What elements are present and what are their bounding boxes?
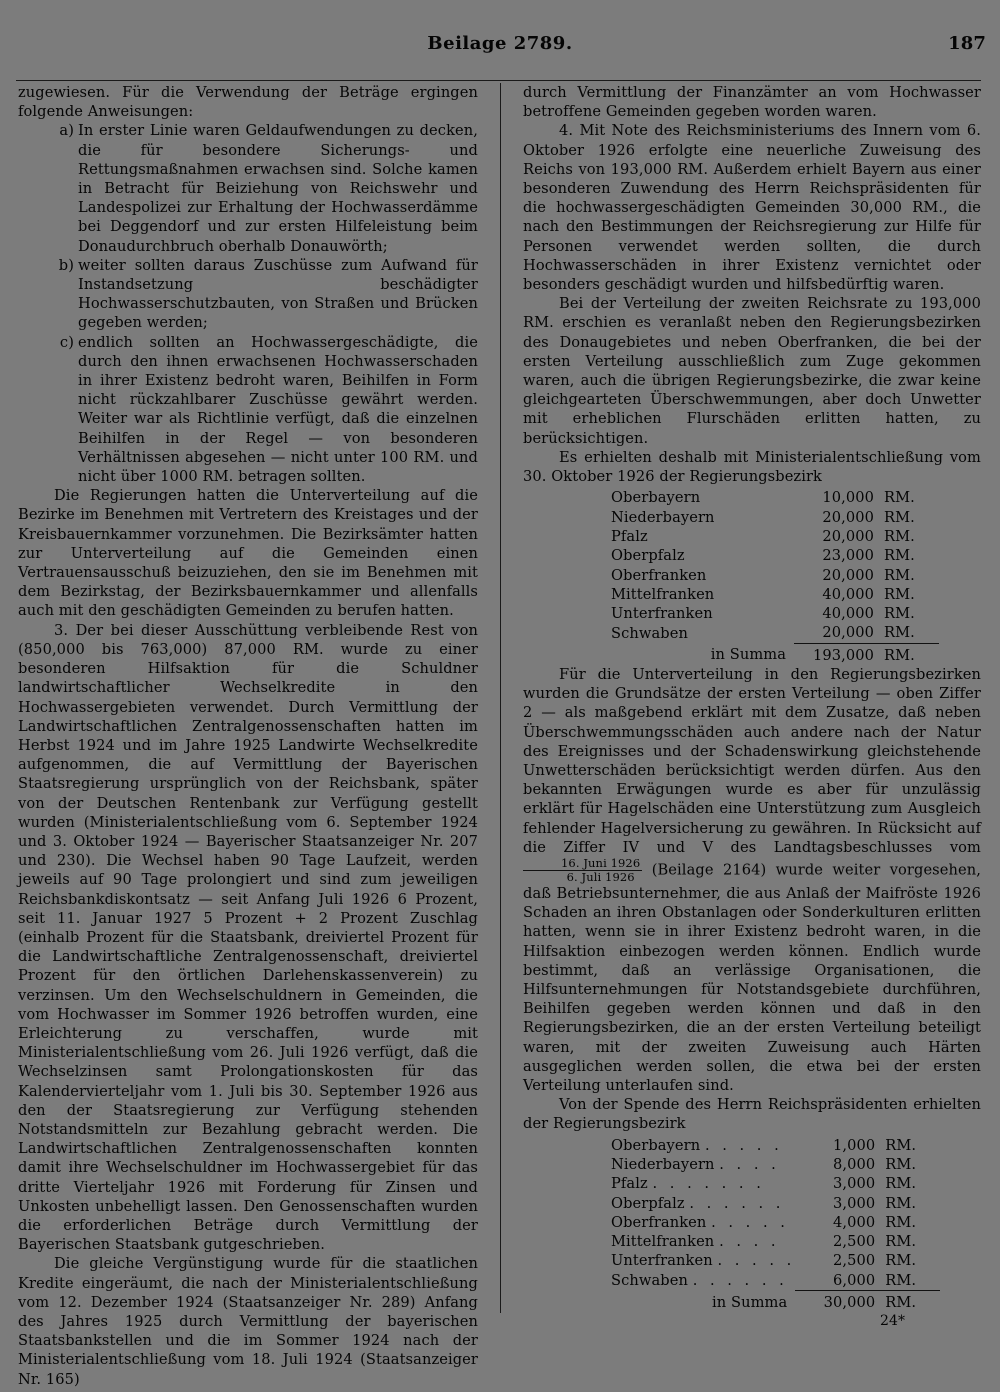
list-item-label: c) xyxy=(59,333,74,351)
paragraph-es-erhielten: Es erhielten deshalb mit Ministerialentschließung vom 30. Oktober 1926 der Regierungsbezirk xyxy=(523,448,981,486)
currency-unit: RM. xyxy=(884,566,915,584)
list-item-text: In erster Linie waren Geldaufwendungen zu decken, die für besondere Sicherungs- und Rettungsmaßnahmen erwachsen sind. Solche kamen in Betracht für Beiziehung von Reichswehr und Landespolizei zur Erhaltung der Hochwasserdämme bei Deggendorf und zur ersten Hilfeleistung beim Donaudurchbruch oberhalb Donauwörth; xyxy=(78,122,478,255)
region-label: Oberpfalz xyxy=(611,547,685,565)
paragraph-zweite-reichsrate: Bei der Verteilung der zweiten Reichsrate zu 193,000 RM. erschien es veranlaßt neben den Regierungsbezirken des Donaugebietes und neben Oberfranken, die bei der ersten Verteilung ausschließlich zum Zuge gekommen waren, auch die übrigen Regierungsbezirke, die zwar keine gleichgearteten Überschwemmungen, aber doch Unwetter mit erheblichen Flurschäden erlitten hatten, zu berücksichtigen. xyxy=(523,295,981,447)
currency-unit: RM. xyxy=(874,623,939,643)
region-name xyxy=(611,508,794,527)
currency-unit: RM. xyxy=(885,1252,917,1270)
currency-unit: RM. xyxy=(885,1175,917,1193)
list-item-b xyxy=(18,256,478,333)
paragraph-continuation: durch Vermittlung der Finanzämter an vom Hochwasser betroffene Gemeinden gegeben worden waren. xyxy=(523,84,981,121)
region-label: Oberbayern xyxy=(611,489,701,507)
paragraph-spende: Von der Spende des Herrn Reichspräsidenten erhielten der Regierungsbezirk xyxy=(523,1096,981,1133)
region-name xyxy=(611,1251,795,1270)
signature-mark: 24* xyxy=(880,1313,906,1329)
table-row xyxy=(611,1136,940,1155)
table-row xyxy=(611,623,939,643)
region-label: Niederbayern xyxy=(611,508,715,526)
total-label: in Summa xyxy=(710,646,786,664)
region-name xyxy=(611,1155,795,1174)
region-name xyxy=(611,585,794,604)
paragraph-section-3: 3. Der bei dieser Ausschüttung verbleibende Rest von (850,000 bis 763,000) 87,000 RM. wurde zu einer besonderen Hilfsaktion für die Schuldner landwirtschaftlicher Wechselkredite in den Hochwassergebieten verwendet. Durch Vermittlung der Landwirtschaftlichen Zentralgenossenschaften hatten im Herbst 1924 und im Jahre 1925 Landwirte Wechselkredite aufgenommen, die auf Vermittlung der Bayerischen Staatsregierung ursprünglich von der Reichsbank, später von der Deutschen Rentenbank zur Verfügung gestellt wurden (Ministerialentschließung vom 6. September 1924 und 3. Oktober 1924 — Bayerischer Staatsanzeiger Nr. 207 und 230). Die Wechsel haben 90 Tage Laufzeit, werden jeweils auf 90 Tage prolongiert und sind zum jeweiligen Reichsbankdiskontsatz — seit Anfang Juli 1926 6 Prozent, seit 11. Januar 1927 5 Prozent + 2 Prozent Zuschlag (einhalb Prozent für die Staatsbank, dreiviertel Prozent für die Landwirtschaftliche Zentralgenossenschaft, dreiviertel Prozent für den örtlichen Darlehenskassenverein) zu verzinsen. Um den Wechselschuldnern in Gemeinden, die vom Hochwasser im Sommer 1926 betroffen wurden, eine Erleichterung zu verschaffen, wurde mit Ministerialentschließung vom 26. Juli 1926 verfügt, daß die Wechselzinsen samt Prolongationskosten für das Kalendervierteljahr vom 1. Juli bis 30. September 1926 aus den der Staatsregierung zur Verfügung stehenden Notstandsmitteln zur Bezahlung gebracht werden. Die Landwirtschaftlichen Zentralgenossenschaften konnten damit ihre Wechselschuldner im Hochwassergebiet für das dritte Vierteljahr 1926 mit Forderung für Zinsen und Unkosten unbehelligt lassen. Den Genossenschaften wurden die erforderlichen Beträge durch Vermittlung der Bayerischen Staatsbank gutgeschrieben. xyxy=(18,621,478,1254)
distribution-table-spende xyxy=(611,1136,940,1313)
paragraph-staatliche-kredite: Die gleiche Vergünstigung wurde für die staatlichen Kredite eingeräumt, die nach der Ministerialentschließung vom 12. Dezember 1924 (Staatsanzeiger Nr. 289) Anfang des Jahres 1925 durch Vermittlung der bayerischen Staatsbankstellen und die im Sommer 1924 nach der Ministerialentschließung vom 18. Juli 1924 (Staatsanzeiger Nr. 165) xyxy=(18,1255,478,1388)
amount: 20,000 xyxy=(822,508,874,526)
table-row xyxy=(611,488,939,507)
table-row xyxy=(611,565,939,584)
page-number: 187 xyxy=(948,33,986,54)
amount: 3,000 xyxy=(832,1194,876,1212)
region-name xyxy=(611,623,794,643)
amount: 8,000 xyxy=(832,1155,876,1173)
table-total-row xyxy=(611,1290,940,1312)
amount: 4,000 xyxy=(832,1213,876,1231)
amount: 40,000 xyxy=(822,585,874,603)
currency-unit: RM. xyxy=(885,1213,917,1231)
paragraph-unterverteilung xyxy=(523,665,981,1095)
amount: 6,000 xyxy=(795,1271,875,1291)
region-label: Niederbayern xyxy=(611,1155,715,1173)
table-row xyxy=(611,1232,940,1251)
amount: 20,000 xyxy=(822,527,874,545)
currency-unit: RM. xyxy=(885,1194,917,1212)
leader-dots: . . . . . xyxy=(717,1252,796,1270)
date-fraction xyxy=(523,857,642,884)
region-label: Oberfranken xyxy=(611,566,707,584)
total-label: in Summa xyxy=(711,1293,788,1311)
leader-dots: . . . . . . xyxy=(692,1271,788,1289)
region-label: Mittelfranken xyxy=(611,585,715,603)
total-unit: RM. xyxy=(884,646,915,664)
total-unit: RM. xyxy=(885,1294,917,1312)
region-label: Schwaben xyxy=(611,1271,688,1289)
table-row xyxy=(611,1271,940,1291)
region-label: Oberpfalz xyxy=(611,1194,685,1212)
currency-unit: RM. xyxy=(884,605,915,623)
list-item-c xyxy=(18,333,478,487)
region-label: Schwaben xyxy=(611,624,688,642)
table-row xyxy=(611,508,939,527)
amount: 2,500 xyxy=(832,1233,876,1251)
currency-unit: RM. xyxy=(875,1271,940,1291)
leader-dots: . . . . xyxy=(719,1155,780,1173)
header-rule xyxy=(16,80,981,81)
region-name xyxy=(611,1232,795,1251)
table-row xyxy=(611,527,939,546)
table-row xyxy=(611,546,939,565)
paragraph-intro: zugewiesen. Für die Verwendung der Beträge ergingen folgende Anweisungen: xyxy=(18,84,478,121)
leader-dots: . . . . . . . xyxy=(652,1175,765,1193)
region-name xyxy=(611,1174,795,1193)
list-item-label: b) xyxy=(58,256,74,274)
currency-unit: RM. xyxy=(884,547,915,565)
currency-unit: RM. xyxy=(884,527,915,545)
list-item-text: endlich sollten an Hochwassergeschädigte, die durch den ihnen erwachsenen Hochwasserschaden in ihrer Existenz bedroht waren, Beihilfen in Form nicht rückzahlbarer Zuschüsse gewährt werden. Weiter war als Richtlinie verfügt, daß die einzelnen Beihilfen in der Regel — von besonderen Verhältnissen abgesehen — nicht unter 100 RM. und nicht über 1000 RM. betragen sollten. xyxy=(78,333,478,486)
table-row xyxy=(611,1155,940,1174)
region-label: Pfalz xyxy=(611,527,648,545)
region-label: Unterfranken xyxy=(611,1252,713,1270)
right-column xyxy=(523,83,981,1312)
currency-unit: RM. xyxy=(885,1155,917,1173)
leader-dots: . . . . xyxy=(719,1233,780,1251)
region-name xyxy=(611,565,794,584)
region-name xyxy=(611,1213,795,1232)
table-total-row xyxy=(611,643,939,665)
region-label: Pfalz xyxy=(611,1175,648,1193)
table-row xyxy=(611,604,939,623)
region-name xyxy=(611,1136,795,1155)
table-row xyxy=(611,1194,940,1213)
amount: 20,000 xyxy=(822,566,874,584)
paragraph-unterverteilung-b: (Beilage 2164) wurde weiter vorgesehen, daß Betriebsunternehmer, die aus Anlaß der Maifröste 1926 Schaden an ihren Obstanlagen oder Sonderkulturen erlitten hatten, wenn sie in ihrer Existenz bedroht waren, in die Hilfsaktion einbezogen werden können. Endlich wurde bestimmt, daß an verlässige Organisationen, die Hilfsunternehmungen für Notstandsgebiete durchführen, Beihilfen gegeben werden können und daß in den Regierungsbezirken, die an der ersten Verteilung beteiligt waren, mit der zweiten Zuweisung auch Härten ausgeglichen werden sollen, die etwa bei der ersten Verteilung unterlaufen sind. xyxy=(523,861,981,1094)
list-item-label: a) xyxy=(59,122,74,140)
amount: 20,000 xyxy=(794,623,874,643)
region-name xyxy=(611,1271,795,1291)
total-amount: 30,000 xyxy=(823,1294,876,1312)
amount: 23,000 xyxy=(822,547,874,565)
region-label: Unterfranken xyxy=(611,605,713,623)
amount: 40,000 xyxy=(822,605,874,623)
leader-dots: . . . . . xyxy=(704,1136,783,1154)
table-row xyxy=(611,1174,940,1193)
amount: 2,500 xyxy=(832,1252,876,1270)
left-column xyxy=(18,83,478,1389)
distribution-table-reichsrate xyxy=(611,488,939,665)
total-amount: 193,000 xyxy=(812,646,874,664)
region-name xyxy=(611,546,794,565)
leader-dots: . . . . . xyxy=(711,1213,789,1231)
currency-unit: RM. xyxy=(884,508,915,526)
list-item-a xyxy=(18,121,478,255)
page-header-title: Beilage 2789. xyxy=(427,33,573,54)
table-row xyxy=(611,1213,940,1232)
region-label: Oberfranken xyxy=(611,1213,707,1231)
region-name xyxy=(611,1194,795,1213)
region-label: Mittelfranken xyxy=(611,1233,715,1251)
currency-unit: RM. xyxy=(885,1136,917,1154)
amount: 10,000 xyxy=(822,489,874,507)
column-divider xyxy=(500,83,501,1313)
currency-unit: RM. xyxy=(885,1233,917,1251)
amount: 3,000 xyxy=(832,1175,876,1193)
region-name xyxy=(611,488,794,507)
currency-unit: RM. xyxy=(884,489,915,507)
region-label: Oberbayern xyxy=(611,1136,701,1154)
region-name xyxy=(611,527,794,546)
region-name xyxy=(611,604,794,623)
amount: 1,000 xyxy=(832,1136,876,1154)
paragraph-section-4: 4. Mit Note des Reichsministeriums des Innern vom 6. Oktober 1926 erfolgte eine neuerliche Zuweisung des Reichs von 193,000 RM. Außerdem erhielt Bayern aus einer besonderen Zuwendung des Herrn Reichspräsidenten für die hochwassergeschädigten Gemeinden 30,000 RM., die nach den Bestimmungen der Reichsregierung zur Hilfe für Personen verwendet werden sollten, die durch Hochwasserschäden in ihrer Existenz vernichtet oder besonders geschädigt wurden und hilfsbedürftig waren. xyxy=(523,122,981,294)
table-row xyxy=(611,1251,940,1270)
currency-unit: RM. xyxy=(884,585,915,603)
leader-dots: . . . . . . xyxy=(689,1194,785,1212)
paragraph-regierungen: Die Regierungen hatten die Unterverteilung auf die Bezirke im Benehmen mit Vertretern des Kreistages und der Kreisbauernkammer vorzunehmen. Die Bezirksämter hatten zur Unterverteilung auf die Gemeinden einen Vertrauensausschuß beizuziehen, den sie im Benehmen mit dem Bezirkstag, der Bezirksbauernkammer und allenfalls auch mit den geschädigten Gemeinden zu berufen hatten. xyxy=(18,487,478,620)
table-row xyxy=(611,585,939,604)
paragraph-unterverteilung-a: Für die Unterverteilung in den Regierungsbezirken wurden die Grundsätze der ersten Verteilung — oben Ziffer 2 — als maßgebend erklärt mit dem Zusatze, daß neben Überschwemmungsschäden auch andere nach der Natur des Ereignisses und der Schadenswirkung gleichstehende Unwetterschäden berücksichtigt werden dürfen. Aus den bekannten Erwägungen wurde es aber für unzulässig erklärt für Hagelschäden eine Unterstützung zum Ausgleich fehlender Hagelversicherung zu gewähren. In Rücksicht auf die Ziffer IV und V des Landtagsbeschlusses vom xyxy=(523,665,981,856)
fraction-numerator: 16. Juni 1926 xyxy=(523,857,642,871)
fraction-denominator: 6. Juli 1926 xyxy=(566,869,635,884)
list-item-text: weiter sollten daraus Zuschüsse zum Aufwand für Instandsetzung beschädigter Hochwasserschutzbauten, von Straßen und Brücken gegeben werden; xyxy=(78,256,478,332)
